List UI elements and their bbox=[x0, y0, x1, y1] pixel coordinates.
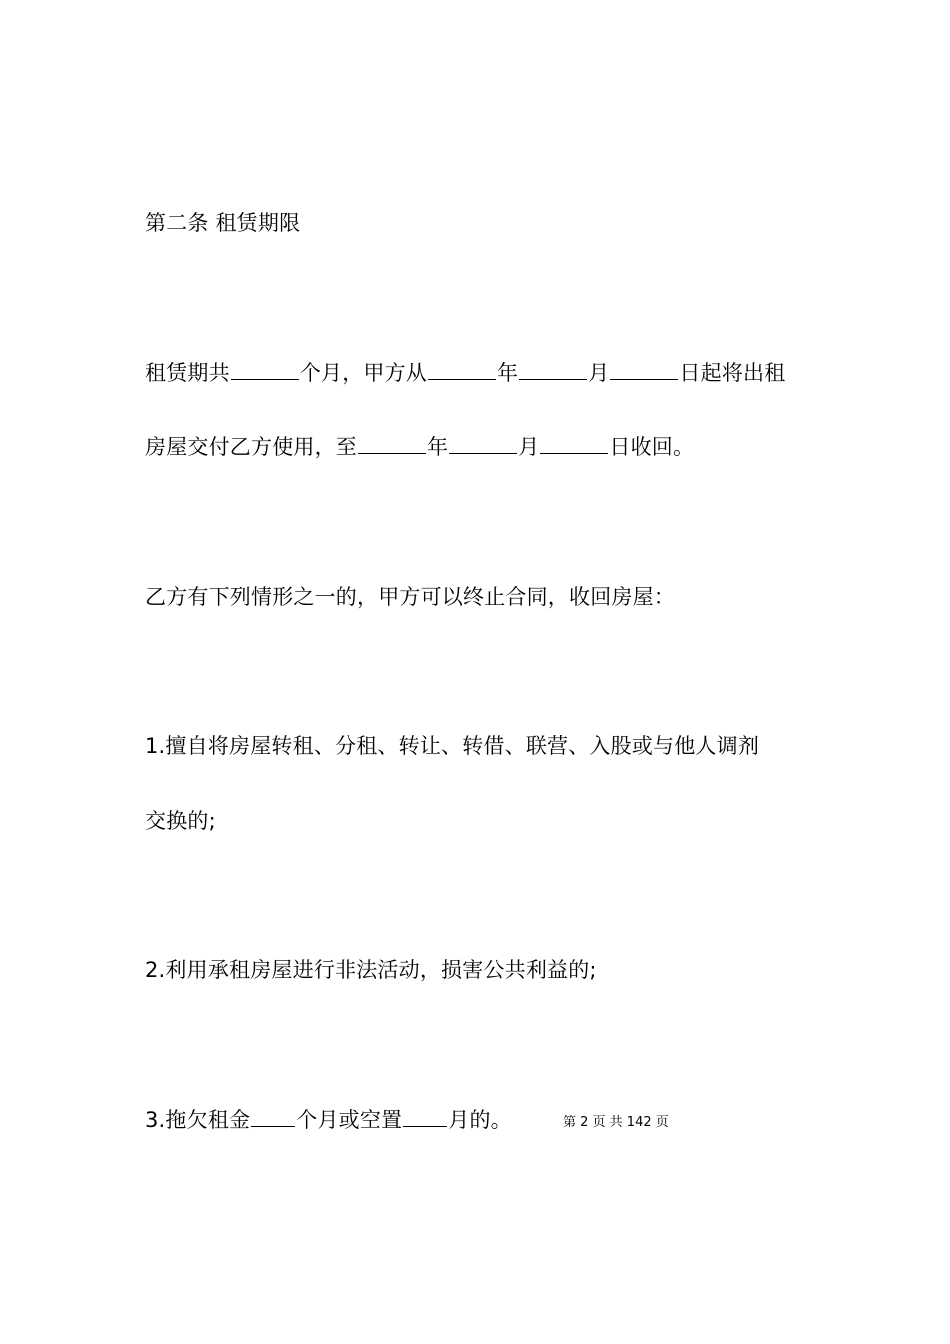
fill-blank-arrears-months[interactable] bbox=[251, 1106, 295, 1127]
page-number-footer: 第 2 页 共 142 页 bbox=[563, 1115, 669, 1130]
section-heading: 第二条 租赁期限 bbox=[145, 211, 301, 235]
fill-blank-start-month[interactable] bbox=[519, 359, 587, 380]
paragraph-termination-conditions: 乙方有下列情形之一的，甲方可以终止合同，收回房屋： bbox=[145, 585, 675, 609]
item-1-line-2: 交换的; bbox=[145, 809, 216, 833]
text-segment: 年 bbox=[497, 361, 519, 385]
text-segment: 月 bbox=[588, 361, 610, 385]
paragraph-lease-term-line-2 bbox=[145, 432, 694, 462]
text-segment: 月的。 bbox=[448, 1108, 512, 1132]
fill-blank-end-day[interactable] bbox=[540, 433, 608, 454]
fill-blank-end-year[interactable] bbox=[358, 433, 426, 454]
item-1-line-1: 1.擅自将房屋转租、分租、转让、转借、联营、入股或与他人调剂 bbox=[145, 734, 760, 758]
fill-blank-start-day[interactable] bbox=[610, 359, 678, 380]
fill-blank-start-year[interactable] bbox=[428, 359, 496, 380]
fill-blank-vacant-months[interactable] bbox=[403, 1106, 447, 1127]
fill-blank-end-month[interactable] bbox=[449, 433, 517, 454]
text-segment: 个月，甲方从 bbox=[299, 361, 428, 385]
paragraph-lease-term-line-1 bbox=[145, 358, 785, 388]
item-3 bbox=[145, 1105, 512, 1135]
text-segment: 房屋交付乙方使用，至 bbox=[145, 435, 357, 459]
text-segment: 日起将出租 bbox=[679, 361, 786, 385]
item-2: 2.利用承租房屋进行非法活动，损害公共利益的; bbox=[145, 958, 597, 982]
text-segment: 个月或空置 bbox=[296, 1108, 403, 1132]
text-segment: 3.拖欠租金 bbox=[145, 1108, 251, 1132]
text-segment: 月 bbox=[518, 435, 540, 459]
text-segment: 日收回。 bbox=[609, 435, 695, 459]
fill-blank-months[interactable] bbox=[231, 359, 299, 380]
text-segment: 年 bbox=[427, 435, 449, 459]
text-segment: 租赁期共 bbox=[145, 361, 230, 385]
